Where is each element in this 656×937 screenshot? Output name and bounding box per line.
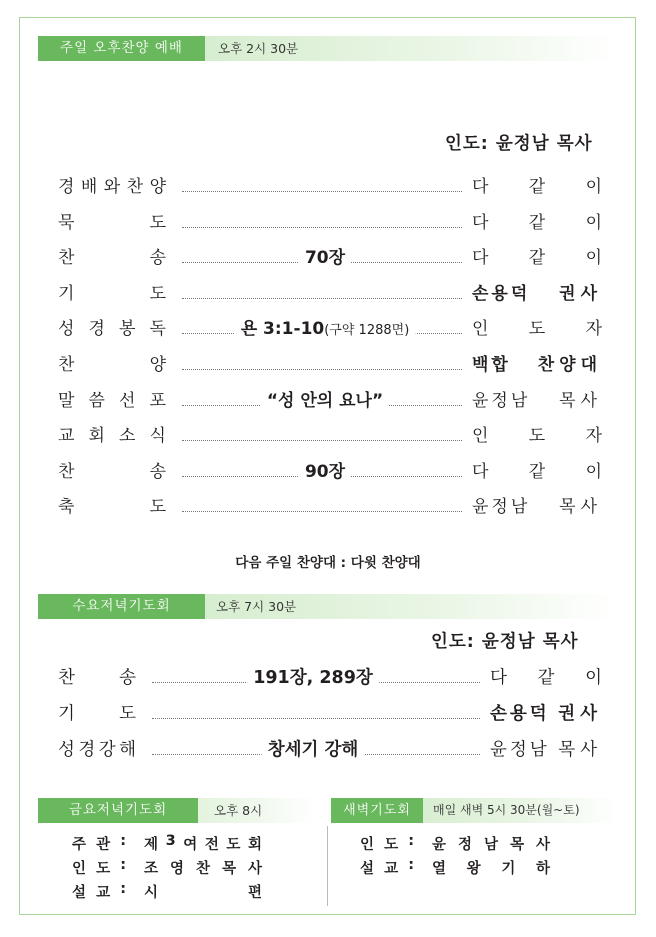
dawn-title: 새벽기도회 — [331, 798, 423, 823]
item-label: 찬 양 — [58, 355, 166, 375]
friday-time: 오후 8시 — [214, 803, 263, 818]
item-label: 말 씀 선 포 — [58, 390, 166, 411]
item-detail-text: 창세기 강해 — [267, 740, 359, 760]
item-leader: 인 도 자 — [468, 321, 602, 338]
item-detail — [235, 321, 416, 338]
info-key: 주 관 : — [72, 833, 126, 853]
item-label: 기 도 — [58, 283, 166, 304]
afternoon-row — [0, 321, 656, 341]
item-label: 기 도 — [58, 704, 136, 724]
info-value: 조 영 찬 목 사 — [144, 861, 262, 877]
info-row — [360, 857, 550, 878]
item-label: 찬 송 — [58, 668, 136, 688]
info-key: 인 도 : — [360, 833, 414, 853]
item-label: 찬 송 — [58, 461, 166, 482]
afternoon-row — [0, 357, 656, 377]
afternoon-header — [38, 36, 618, 61]
info-value: 제 3 여 전 도 회 — [144, 833, 262, 853]
afternoon-title: 주일 오후찬양 예배 — [38, 36, 205, 61]
dawn-header — [331, 798, 618, 823]
item-detail-text: 70장 — [304, 248, 346, 269]
item-label: 축 도 — [58, 497, 166, 518]
item-leader: 다 같 이 — [468, 464, 602, 481]
afternoon-officiant: 인도: 윤정남 목사 — [445, 134, 593, 154]
wednesday-row — [0, 670, 656, 690]
item-leader: 손용덕 권사 — [468, 286, 602, 303]
dotted-leader — [152, 718, 480, 719]
info-value: 열 왕 기 하 — [432, 861, 550, 877]
afternoon-row — [0, 461, 656, 484]
item-leader: 윤정남 목사 — [468, 499, 602, 516]
afternoon-row — [0, 250, 656, 270]
scripture-page-note: (구약 1288면) — [324, 323, 410, 339]
item-detail — [299, 250, 351, 267]
item-label: 경 배 와 찬 양 — [58, 177, 166, 197]
item-detail-text: 90장 — [304, 461, 346, 482]
dotted-leader — [182, 369, 462, 370]
dotted-leader — [182, 191, 462, 192]
item-leader: 다 같 이 — [468, 215, 602, 232]
info-key: 인 도 : — [72, 857, 126, 877]
afternoon-row — [0, 179, 656, 199]
dawn-time: 매일 새벽 5시 30분(월~토) — [433, 803, 580, 817]
friday-title: 금요저녁기도회 — [38, 798, 198, 823]
item-detail-text: “성 안의 요나” — [266, 390, 384, 411]
column-divider — [327, 826, 328, 906]
item-leader: 윤정남 목사 — [468, 393, 602, 410]
afternoon-row — [0, 212, 656, 235]
item-label: 찬 송 — [58, 248, 166, 269]
next-choir-notice: 다음 주일 찬양대 : 다윗 찬양대 — [235, 555, 421, 571]
item-leader: 윤정남 목사 — [486, 742, 602, 760]
item-detail-text: 191장, 289장 — [253, 668, 373, 688]
wednesday-header — [38, 594, 618, 619]
item-leader: 인 도 자 — [468, 428, 602, 445]
wednesday-row — [0, 706, 656, 726]
info-key: 설 교 : — [72, 881, 126, 901]
info-row — [72, 857, 262, 878]
item-label: 성 경 봉 독 — [58, 319, 166, 340]
info-value: 시 편 — [144, 885, 262, 901]
afternoon-time: 오후 2시 30분 — [218, 41, 299, 56]
dotted-leader — [182, 227, 462, 228]
info-row — [360, 833, 550, 854]
afternoon-row — [0, 499, 656, 519]
item-detail — [261, 390, 389, 411]
item-leader: 다 같 이 — [468, 179, 602, 196]
afternoon-row — [0, 428, 656, 448]
item-detail — [299, 461, 351, 482]
item-label: 묵 도 — [58, 212, 166, 233]
wednesday-row — [0, 742, 656, 762]
wednesday-time: 오후 7시 30분 — [216, 599, 297, 614]
dotted-leader — [182, 298, 462, 299]
item-detail-text: 욘 3:1-10 — [240, 319, 325, 340]
info-row — [72, 833, 262, 854]
wednesday-officiant: 인도: 윤정남 목사 — [431, 632, 579, 652]
friday-header — [38, 798, 317, 823]
info-key: 설 교 : — [360, 857, 414, 877]
item-leader: 손용덕 권사 — [486, 706, 602, 724]
item-detail — [262, 742, 365, 760]
item-leader: 다 같 이 — [486, 670, 602, 688]
item-leader: 백합 찬양대 — [468, 357, 602, 374]
afternoon-row — [0, 283, 656, 306]
dotted-leader — [182, 511, 462, 512]
item-label: 교 회 소 식 — [58, 426, 166, 447]
item-label: 성 경 강 해 — [58, 740, 136, 760]
info-row — [72, 881, 262, 902]
afternoon-row — [0, 390, 656, 413]
dotted-leader — [182, 440, 462, 441]
item-leader: 다 같 이 — [468, 250, 602, 267]
item-detail — [247, 670, 379, 688]
wednesday-title: 수요저녁기도회 — [38, 594, 205, 619]
info-value: 윤 정 남 목 사 — [432, 837, 550, 853]
